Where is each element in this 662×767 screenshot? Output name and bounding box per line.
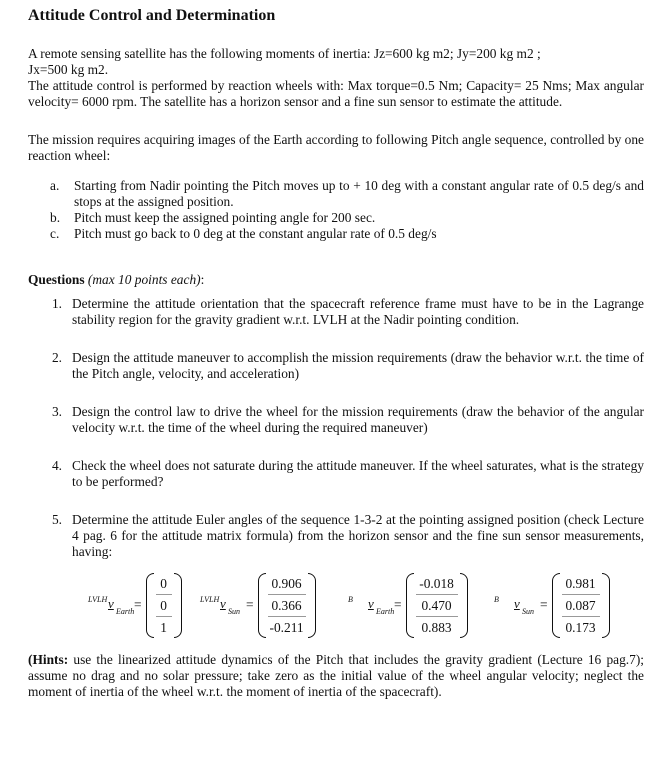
vector-body-earth	[348, 570, 468, 640]
actuator-sensor-paragraph: The attitude control is performed by reaction wheels with: Max torque=0.5 Nm; Capacity= 25 Nms; Max angular velocity= 6000 rpm. The satellite has a horizon sensor and a fine sun sensor to estimate the attitude.	[28, 78, 644, 109]
mission-steps-list	[28, 178, 644, 242]
list-item	[50, 226, 644, 242]
questions-heading-bold: Questions	[28, 272, 85, 287]
questions-heading-points: (max 10 points each)	[87, 272, 201, 287]
vector-label: B v Sun	[494, 595, 534, 616]
vector-label: B v Earth	[348, 595, 395, 616]
equals-sign: =	[134, 597, 142, 612]
list-item	[28, 458, 644, 490]
questions-heading-colon: :	[200, 272, 205, 287]
vector-matrix: 0.981 0.087 0.173	[552, 573, 610, 638]
vector-matrix: 0.906 0.366 -0.211	[258, 573, 316, 638]
question-number: 1.	[51, 296, 62, 311]
list-item	[50, 210, 644, 226]
question-number: 4.	[51, 458, 62, 473]
vector-lvlh-earth	[88, 570, 182, 640]
step-text: Pitch must go back to 0 deg at the constant angular rate of 0.5 deg/s	[74, 226, 437, 241]
step-label: c.	[50, 226, 60, 241]
vector-body-sun	[494, 570, 610, 640]
question-number: 5.	[51, 512, 62, 527]
equals-sign: =	[540, 597, 548, 612]
mission-paragraph: The mission requires acquiring images of the Earth according to following Pitch angle sequence, controlled by one reaction wheel:	[28, 132, 644, 163]
question-number: 2.	[51, 350, 62, 365]
hints-end: .	[438, 684, 442, 699]
measurement-vectors	[28, 570, 644, 640]
questions-heading	[28, 272, 644, 288]
question-text: Design the attitude maneuver to accomplish the mission requirements (draw the behavior w.r.t. the time of the Pitch angle, velocity, and acceleration)	[72, 350, 644, 381]
step-label: b.	[50, 210, 61, 225]
list-item	[28, 404, 644, 436]
list-item	[50, 178, 644, 210]
hints-paragraph	[28, 652, 644, 700]
vector-label: LVLH v Sun	[200, 595, 240, 616]
questions-list	[28, 296, 644, 560]
hints-text: use the linearized attitude dynamics of the Pitch that includes the gravity gradient (Lecture 16 pag.7); assume no drag and no solar pressure; take zero as the initial value of the wheel angular velocity; neglect the moment of inertia of the wheel w.r.t. the moment of inertia of the spacecraft)	[28, 652, 644, 699]
vector-matrix: 0 0 1	[146, 573, 182, 638]
list-item	[28, 512, 644, 560]
document-page	[28, 6, 644, 700]
document-title: Attitude Control and Determination	[28, 7, 276, 24]
vector-matrix: -0.018 0.470 0.883	[406, 573, 468, 638]
question-text: Determine the attitude Euler angles of the sequence 1-3-2 at the pointing assigned position (check Lecture 4 pag. 6 for the attitude matrix formula) from the horizon sensor and the fine sun sensor measurements, having:	[72, 512, 644, 559]
list-item	[28, 350, 644, 382]
question-text: Check the wheel does not saturate during the attitude maneuver. If the wheel saturates, what is the strategy to be performed?	[72, 458, 644, 489]
question-text: Design the control law to drive the wheel for the mission requirements (draw the behavior of the angular velocity w.r.t. the time of the wheel during the required maneuver)	[72, 404, 644, 435]
inertia-line-2: Jx=500 kg m2.	[28, 62, 109, 77]
step-label: a.	[50, 178, 60, 193]
step-text: Starting from Nadir pointing the Pitch moves up to + 10 deg with a constant angular rate of 0.5 deg/s and stops at the assigned position.	[74, 178, 644, 209]
equals-sign: =	[246, 597, 254, 612]
inertia-line-1: A remote sensing satellite has the following moments of inertia: Jz=600 kg m2; Jy=200 kg m2 ;	[28, 46, 541, 61]
vector-lvlh-sun	[200, 570, 316, 640]
question-text: Determine the attitude orientation that the spacecraft reference frame must have to be in the Lagrange stability region for the gravity gradient w.r.t. LVLH at the Nadir pointing condition.	[72, 296, 644, 327]
list-item	[28, 296, 644, 328]
equals-sign: =	[394, 597, 402, 612]
question-number: 3.	[51, 404, 62, 419]
hints-label: (Hints:	[28, 652, 69, 667]
vector-label: LVLH v Earth	[88, 595, 135, 616]
step-text: Pitch must keep the assigned pointing angle for 200 sec.	[74, 210, 376, 225]
